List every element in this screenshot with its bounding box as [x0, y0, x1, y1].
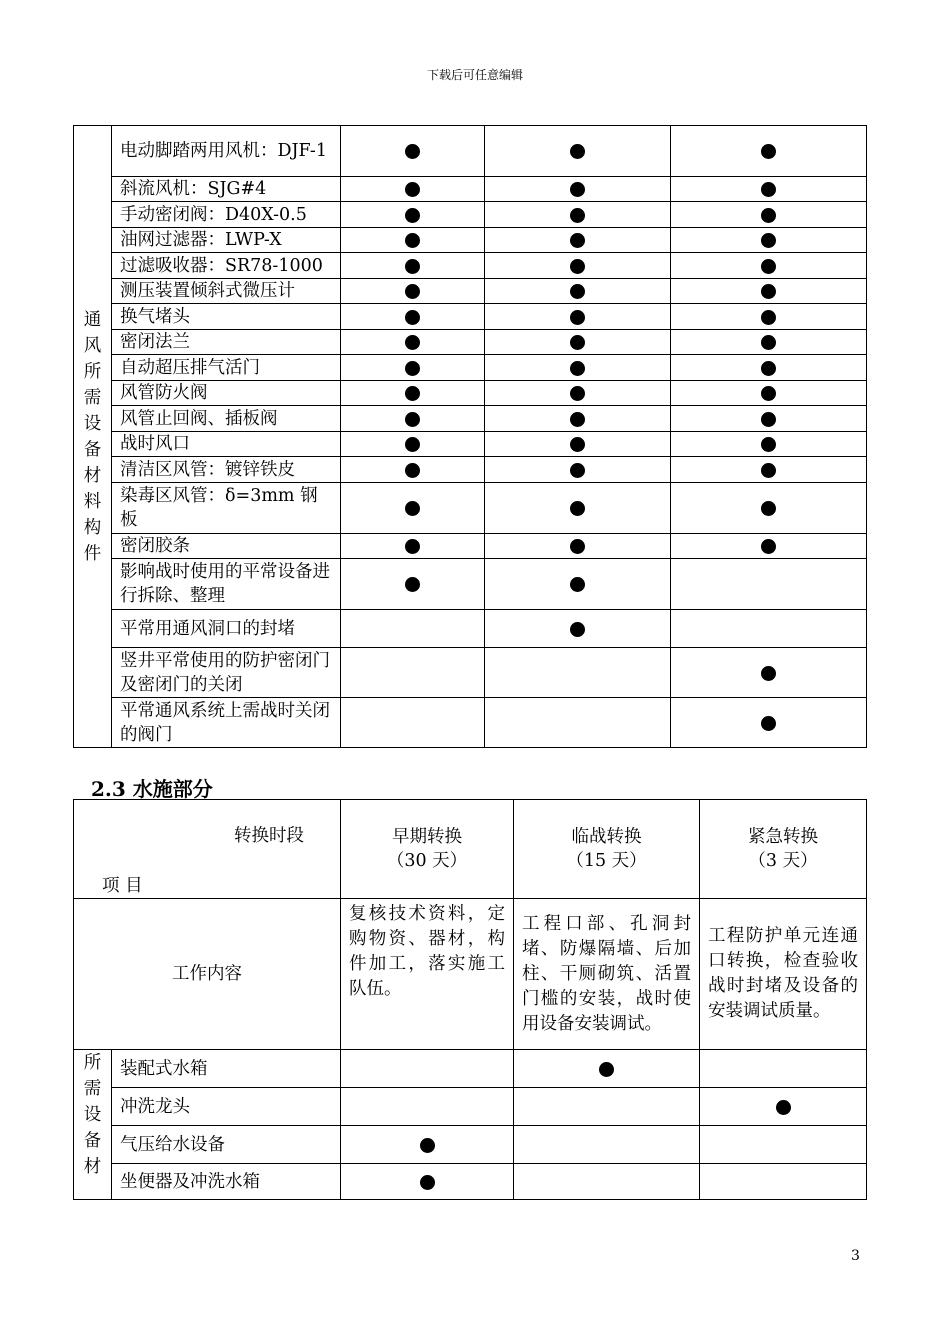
- mark-cell: [514, 1126, 700, 1164]
- mark-cell: [341, 279, 485, 304]
- filled-circle-icon: [405, 259, 420, 274]
- category-cell: [74, 126, 112, 748]
- filled-circle-icon: [761, 412, 776, 427]
- phase-header-label: 转换时段: [234, 826, 304, 846]
- mark-cell: [671, 177, 867, 202]
- filled-circle-icon: [761, 539, 776, 554]
- table-row: [74, 253, 867, 279]
- filled-circle-icon: [761, 259, 776, 274]
- item-cell: 平常用通风洞口的封堵: [112, 610, 341, 648]
- filled-circle-icon: [420, 1175, 435, 1190]
- mark-cell: [341, 1164, 514, 1200]
- vertical-category-label: 通 风 所 需 设 备 材 料 构 件: [83, 309, 102, 564]
- filled-circle-icon: [405, 539, 420, 554]
- mark-cell: [700, 1050, 867, 1088]
- mark-cell: [671, 534, 867, 559]
- mark-cell: [485, 457, 671, 483]
- filled-circle-icon: [405, 361, 420, 376]
- item-cell: 影响战时使用的平常设备进行拆除、整理: [112, 559, 341, 610]
- filled-circle-icon: [570, 361, 585, 376]
- page-number: 3: [851, 1248, 860, 1264]
- mark-cell: [341, 253, 485, 279]
- mark-cell: [671, 432, 867, 457]
- mark-cell: [485, 406, 671, 432]
- filled-circle-icon: [405, 182, 420, 197]
- table-row: [74, 1164, 867, 1200]
- item-cell: 电动脚踏两用风机：DJF-1: [112, 126, 341, 177]
- table-row: [74, 304, 867, 330]
- mark-cell: [671, 355, 867, 381]
- table-row: [74, 534, 867, 559]
- mark-cell: [671, 406, 867, 432]
- mark-cell: [671, 483, 867, 534]
- mark-cell: [341, 1088, 514, 1126]
- table-row: [74, 406, 867, 432]
- filled-circle-icon: [761, 361, 776, 376]
- filled-circle-icon: [761, 666, 776, 681]
- mark-cell: [341, 648, 485, 698]
- mark-cell: [671, 279, 867, 304]
- table-row: [74, 177, 867, 202]
- table-row: [74, 1050, 867, 1088]
- filled-circle-icon: [776, 1100, 791, 1115]
- mark-cell: [485, 559, 671, 610]
- filled-circle-icon: [570, 437, 585, 452]
- mark-cell: [341, 177, 485, 202]
- table-row: [74, 698, 867, 748]
- table-row: [74, 330, 867, 355]
- filled-circle-icon: [420, 1138, 435, 1153]
- mark-cell: [485, 330, 671, 355]
- filled-circle-icon: [405, 144, 420, 159]
- phase-header: 紧急转换 （3 天）: [700, 800, 867, 899]
- mark-cell: [341, 381, 485, 406]
- mark-cell: [341, 432, 485, 457]
- water-table: [73, 799, 867, 1200]
- item-cell: 过滤吸收器：SR78-1000: [112, 253, 341, 279]
- table-row: [74, 648, 867, 698]
- mark-cell: [671, 228, 867, 253]
- item-cell: 风管防火阀: [112, 381, 341, 406]
- filled-circle-icon: [761, 335, 776, 350]
- mark-cell: [485, 253, 671, 279]
- table-row: [74, 610, 867, 648]
- filled-circle-icon: [570, 501, 585, 516]
- mark-cell: [341, 202, 485, 228]
- filled-circle-icon: [405, 412, 420, 427]
- filled-circle-icon: [405, 437, 420, 452]
- filled-circle-icon: [405, 208, 420, 223]
- work-content-emergency: 工程防护单元连通口转换，检查验收战时封堵及设备的安装调试质量。: [700, 899, 867, 1050]
- filled-circle-icon: [570, 284, 585, 299]
- filled-circle-icon: [570, 233, 585, 248]
- item-cell: 油网过滤器：LWP-X: [112, 228, 341, 253]
- mark-cell: [485, 610, 671, 648]
- corner-header-cell: [74, 800, 341, 899]
- filled-circle-icon: [570, 412, 585, 427]
- mark-cell: [341, 126, 485, 177]
- item-cell: 斜流风机：SJG#4: [112, 177, 341, 202]
- filled-circle-icon: [761, 310, 776, 325]
- mark-cell: [671, 304, 867, 330]
- filled-circle-icon: [761, 386, 776, 401]
- table-row: [74, 1088, 867, 1126]
- mark-cell: [341, 534, 485, 559]
- mark-cell: [341, 355, 485, 381]
- filled-circle-icon: [761, 144, 776, 159]
- item-cell: 冲洗龙头: [112, 1088, 341, 1126]
- mark-cell: [341, 406, 485, 432]
- phase-header: 早期转换 （30 天）: [341, 800, 514, 899]
- item-cell: 气压给水设备: [112, 1126, 341, 1164]
- filled-circle-icon: [570, 310, 585, 325]
- item-cell: 清洁区风管：镀锌铁皮: [112, 457, 341, 483]
- work-content-imminent: 工程口部、孔洞封堵、防爆隔墙、后加柱、干厕砌筑、活置门槛的安装，战时使用设备安装调试。: [514, 899, 700, 1050]
- category-cell: [74, 1050, 112, 1200]
- filled-circle-icon: [761, 437, 776, 452]
- item-cell: 染毒区风管：δ=3mm 钢板: [112, 483, 341, 534]
- item-cell: 战时风口: [112, 432, 341, 457]
- mark-cell: [341, 304, 485, 330]
- item-header-label: 项 目: [102, 876, 143, 896]
- filled-circle-icon: [761, 182, 776, 197]
- mark-cell: [671, 457, 867, 483]
- item-cell: 竖井平常使用的防护密闭门及密闭门的关闭: [112, 648, 341, 698]
- mark-cell: [485, 534, 671, 559]
- mark-cell: [485, 177, 671, 202]
- filled-circle-icon: [761, 208, 776, 223]
- filled-circle-icon: [405, 463, 420, 478]
- filled-circle-icon: [405, 284, 420, 299]
- mark-cell: [671, 559, 867, 610]
- filled-circle-icon: [761, 284, 776, 299]
- mark-cell: [485, 432, 671, 457]
- filled-circle-icon: [570, 335, 585, 350]
- table-row: [74, 355, 867, 381]
- mark-cell: [671, 648, 867, 698]
- table-row: [74, 279, 867, 304]
- page-header: 下载后可任意编辑: [426, 68, 523, 82]
- filled-circle-icon: [570, 259, 585, 274]
- mark-cell: [485, 202, 671, 228]
- filled-circle-icon: [570, 622, 585, 637]
- mark-cell: [700, 1088, 867, 1126]
- filled-circle-icon: [570, 208, 585, 223]
- item-cell: 换气堵头: [112, 304, 341, 330]
- mark-cell: [671, 126, 867, 177]
- mark-cell: [514, 1088, 700, 1126]
- table-row: [74, 483, 867, 534]
- item-cell: 坐便器及冲洗水箱: [112, 1164, 341, 1200]
- item-cell: 手动密闭阀：D40X-0.5: [112, 202, 341, 228]
- filled-circle-icon: [570, 182, 585, 197]
- section-title: 2.3 水施部分: [91, 777, 213, 801]
- mark-cell: [671, 698, 867, 748]
- mark-cell: [341, 610, 485, 648]
- mark-cell: [514, 1164, 700, 1200]
- vertical-category-label: 所 需 设 备 材: [83, 1053, 102, 1177]
- mark-cell: [700, 1126, 867, 1164]
- mark-cell: [485, 648, 671, 698]
- table-row: [74, 381, 867, 406]
- mark-cell: [671, 253, 867, 279]
- filled-circle-icon: [405, 310, 420, 325]
- mark-cell: [700, 1164, 867, 1200]
- work-content-early: 复核技术资料，定购物资、器材，构件加工，落实施工队伍。: [341, 899, 514, 1050]
- mark-cell: [341, 483, 485, 534]
- filled-circle-icon: [570, 144, 585, 159]
- item-cell: 装配式水箱: [112, 1050, 341, 1088]
- filled-circle-icon: [405, 577, 420, 592]
- mark-cell: [341, 457, 485, 483]
- mark-cell: [671, 610, 867, 648]
- phase-header: 临战转换 （15 天）: [514, 800, 700, 899]
- mark-cell: [341, 228, 485, 253]
- filled-circle-icon: [761, 233, 776, 248]
- table-row: [74, 432, 867, 457]
- filled-circle-icon: [599, 1062, 614, 1077]
- mark-cell: [485, 698, 671, 748]
- mark-cell: [341, 559, 485, 610]
- mark-cell: [485, 126, 671, 177]
- work-content-label: 工作内容: [74, 899, 341, 1050]
- filled-circle-icon: [405, 335, 420, 350]
- filled-circle-icon: [570, 539, 585, 554]
- filled-circle-icon: [761, 463, 776, 478]
- filled-circle-icon: [405, 233, 420, 248]
- mark-cell: [341, 1126, 514, 1164]
- mark-cell: [341, 330, 485, 355]
- table-row: [74, 1126, 867, 1164]
- mark-cell: [671, 202, 867, 228]
- item-cell: 平常通风系统上需战时关闭的阀门: [112, 698, 341, 748]
- item-cell: 密闭法兰: [112, 330, 341, 355]
- mark-cell: [485, 381, 671, 406]
- mark-cell: [671, 330, 867, 355]
- item-cell: 密闭胶条: [112, 534, 341, 559]
- filled-circle-icon: [405, 501, 420, 516]
- mark-cell: [671, 381, 867, 406]
- table-row: [74, 228, 867, 253]
- ventilation-table: [73, 125, 867, 748]
- mark-cell: [514, 1050, 700, 1088]
- filled-circle-icon: [570, 386, 585, 401]
- mark-cell: [485, 279, 671, 304]
- item-cell: 风管止回阀、插板阀: [112, 406, 341, 432]
- filled-circle-icon: [761, 716, 776, 731]
- mark-cell: [485, 355, 671, 381]
- table-row: [74, 457, 867, 483]
- filled-circle-icon: [570, 463, 585, 478]
- table-row: [74, 202, 867, 228]
- filled-circle-icon: [405, 386, 420, 401]
- item-cell: 自动超压排气活门: [112, 355, 341, 381]
- table-row: [74, 126, 867, 177]
- item-cell: 测压装置倾斜式微压计: [112, 279, 341, 304]
- mark-cell: [341, 698, 485, 748]
- mark-cell: [485, 304, 671, 330]
- mark-cell: [485, 228, 671, 253]
- table-row: [74, 559, 867, 610]
- mark-cell: [341, 1050, 514, 1088]
- mark-cell: [485, 483, 671, 534]
- filled-circle-icon: [570, 577, 585, 592]
- filled-circle-icon: [761, 501, 776, 516]
